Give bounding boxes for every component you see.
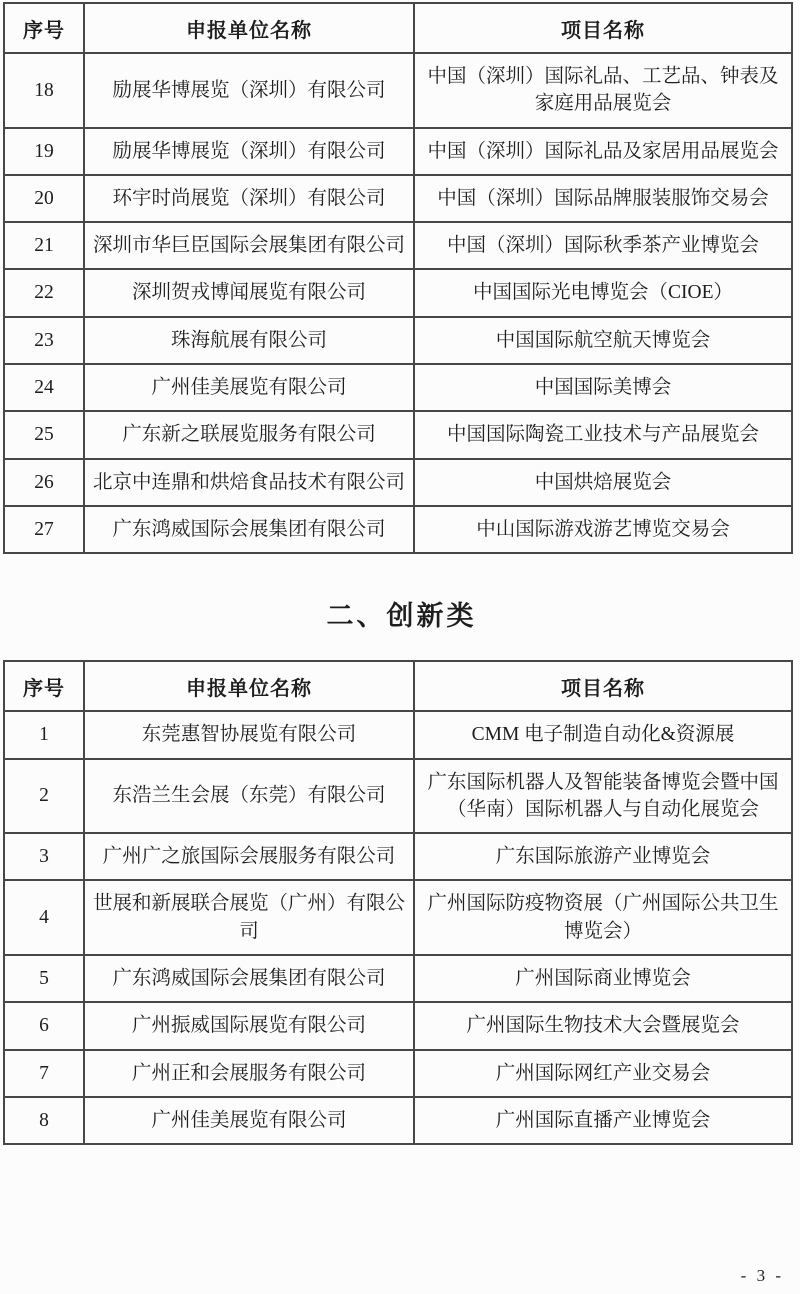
unit-name-cell: 北京中连鼎和烘焙食品技术有限公司 — [84, 459, 414, 506]
header-row — [4, 661, 792, 711]
table-row — [4, 459, 792, 506]
table-row — [4, 1050, 792, 1097]
project-name-cell: 中国（深圳）国际礼品及家居用品展览会 — [414, 128, 792, 175]
project-name-cell: 中国国际美博会 — [414, 364, 792, 411]
unit-name-cell: 广州振威国际展览有限公司 — [84, 1002, 414, 1049]
table-row — [4, 506, 792, 553]
table-2-wrapper — [3, 660, 800, 1145]
serial-cell: 27 — [4, 506, 84, 553]
serial-cell: 25 — [4, 411, 84, 458]
table-row — [4, 175, 792, 222]
table-row — [4, 759, 792, 834]
serial-cell: 8 — [4, 1097, 84, 1144]
project-name-cell: 广州国际商业博览会 — [414, 955, 792, 1002]
serial-cell: 5 — [4, 955, 84, 1002]
project-name-cell: 中国国际光电博览会（CIOE） — [414, 269, 792, 316]
unit-name-cell: 东浩兰生会展（东莞）有限公司 — [84, 759, 414, 834]
unit-name-cell: 深圳贺戎博闻展览有限公司 — [84, 269, 414, 316]
project-name-cell: 中国国际陶瓷工业技术与产品展览会 — [414, 411, 792, 458]
project-name-cell: 广州国际网红产业交易会 — [414, 1050, 792, 1097]
unit-name-cell: 励展华博展览（深圳）有限公司 — [84, 53, 414, 128]
serial-cell: 19 — [4, 128, 84, 175]
unit-name-cell: 励展华博展览（深圳）有限公司 — [84, 128, 414, 175]
table-1-header — [4, 3, 792, 53]
unit-name-cell: 环宇时尚展览（深圳）有限公司 — [84, 175, 414, 222]
unit-name-cell: 广州佳美展览有限公司 — [84, 364, 414, 411]
table-row — [4, 317, 792, 364]
serial-header: 序号 — [4, 661, 84, 711]
unit-name-cell: 东莞惠智协展览有限公司 — [84, 711, 414, 758]
project-name-cell: 中国烘焙展览会 — [414, 459, 792, 506]
page-number: - 3 - — [740, 1266, 784, 1285]
table-2-body — [4, 711, 792, 1144]
project-name-cell: 广东国际旅游产业博览会 — [414, 833, 792, 880]
table-row — [4, 269, 792, 316]
serial-cell: 22 — [4, 269, 84, 316]
table-row — [4, 711, 792, 758]
innovation-category-table-2 — [3, 660, 793, 1145]
serial-cell: 21 — [4, 222, 84, 269]
serial-cell: 7 — [4, 1050, 84, 1097]
unit-name-cell: 广州正和会展服务有限公司 — [84, 1050, 414, 1097]
unit-name-cell: 广东新之联展览服务有限公司 — [84, 411, 414, 458]
unit-name-cell: 广州佳美展览有限公司 — [84, 1097, 414, 1144]
table-2-header — [4, 661, 792, 711]
table-row — [4, 222, 792, 269]
table-row — [4, 1097, 792, 1144]
serial-cell: 23 — [4, 317, 84, 364]
table-row — [4, 880, 792, 955]
project-name-cell: 广州国际生物技术大会暨展览会 — [414, 1002, 792, 1049]
serial-cell: 3 — [4, 833, 84, 880]
serial-cell: 26 — [4, 459, 84, 506]
serial-cell: 2 — [4, 759, 84, 834]
project-name-header: 项目名称 — [414, 3, 792, 53]
unit-name-cell: 世展和新展联合展览（广州）有限公司 — [84, 880, 414, 955]
table-row — [4, 955, 792, 1002]
project-name-cell: 广州国际防疫物资展（广州国际公共卫生博览会） — [414, 880, 792, 955]
project-name-cell: 中国（深圳）国际礼品、工艺品、钟表及家庭用品展览会 — [414, 53, 792, 128]
awarded-projects-table-1 — [3, 2, 793, 554]
unit-name-cell: 珠海航展有限公司 — [84, 317, 414, 364]
project-name-cell: 中山国际游戏游艺博览交易会 — [414, 506, 792, 553]
project-name-cell: 中国（深圳）国际品牌服装服饰交易会 — [414, 175, 792, 222]
unit-name-header: 申报单位名称 — [84, 3, 414, 53]
project-name-header: 项目名称 — [414, 661, 792, 711]
table-row — [4, 411, 792, 458]
project-name-cell: CMM 电子制造自动化&资源展 — [414, 711, 792, 758]
unit-name-cell: 深圳市华巨臣国际会展集团有限公司 — [84, 222, 414, 269]
section-heading-innovation-category: 二、创新类 — [326, 601, 477, 632]
serial-cell: 20 — [4, 175, 84, 222]
table-1-body — [4, 53, 792, 553]
serial-cell: 18 — [4, 53, 84, 128]
unit-name-cell: 广东鸿威国际会展集团有限公司 — [84, 955, 414, 1002]
table-row — [4, 364, 792, 411]
table-row — [4, 53, 792, 128]
unit-name-cell: 广州广之旅国际会展服务有限公司 — [84, 833, 414, 880]
header-row — [4, 3, 792, 53]
project-name-cell: 中国（深圳）国际秋季茶产业博览会 — [414, 222, 792, 269]
serial-cell: 4 — [4, 880, 84, 955]
project-name-cell: 广东国际机器人及智能装备博览会暨中国（华南）国际机器人与自动化展览会 — [414, 759, 792, 834]
unit-name-header: 申报单位名称 — [84, 661, 414, 711]
table-row — [4, 1002, 792, 1049]
table-row — [4, 128, 792, 175]
unit-name-cell: 广东鸿威国际会展集团有限公司 — [84, 506, 414, 553]
serial-header: 序号 — [4, 3, 84, 53]
project-name-cell: 广州国际直播产业博览会 — [414, 1097, 792, 1144]
serial-cell: 24 — [4, 364, 84, 411]
serial-cell: 6 — [4, 1002, 84, 1049]
serial-cell: 1 — [4, 711, 84, 758]
project-name-cell: 中国国际航空航天博览会 — [414, 317, 792, 364]
table-row — [4, 833, 792, 880]
